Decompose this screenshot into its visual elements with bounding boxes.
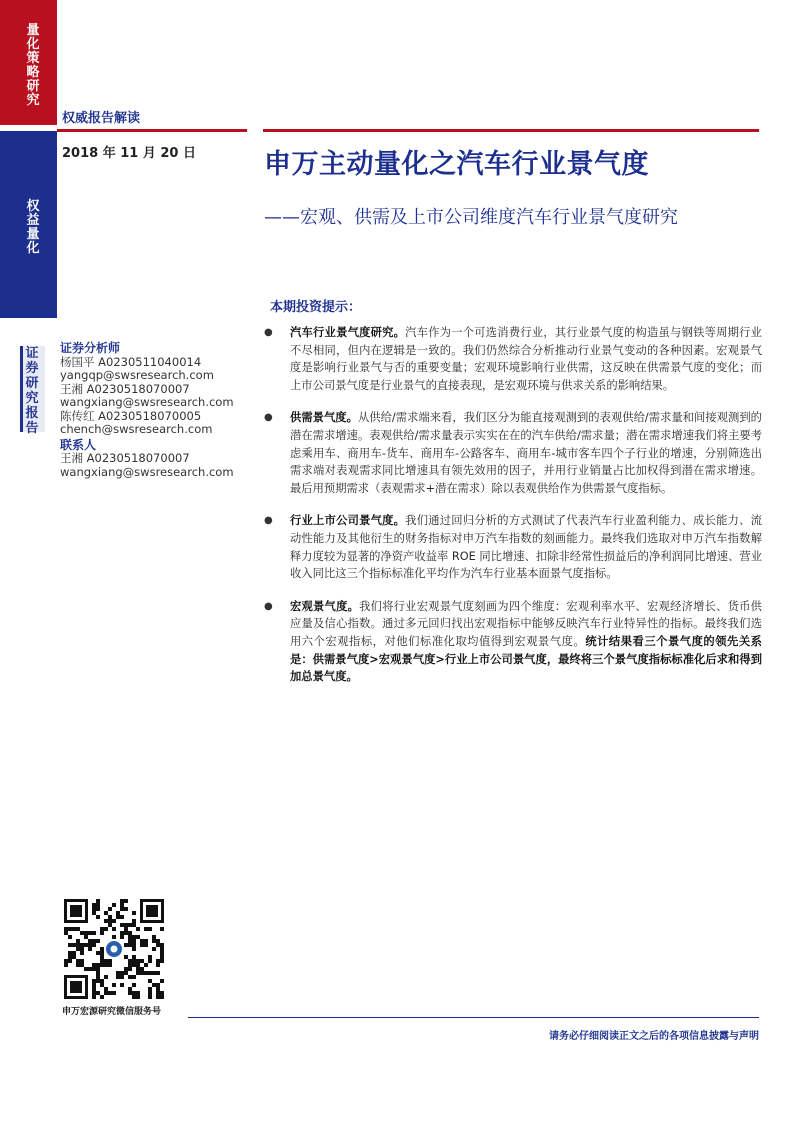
bullet-text: 我们将行业宏观景气度刻画为四个维度：宏观利率水平、宏观经济增长、货币供应量及信心指数。通过多元回归找出宏观指标中能够反映汽车行业特异性的指标。最终我们选用六个宏观指标，对他们标准化取均值得到宏观景气度。 xyxy=(290,599,762,648)
analyst-email[interactable]: chench@swsresearch.com xyxy=(60,422,213,436)
sidebar-middle-label: 权益量化 xyxy=(26,199,40,256)
analyst-row xyxy=(60,410,245,424)
bullet-dot-icon: ● xyxy=(264,600,273,612)
sidebar-top-label: 量化策略研究 xyxy=(26,23,40,108)
bullet-lead: 宏观景气度。 xyxy=(290,599,360,613)
analyst-code: A0230511040014 xyxy=(98,354,202,369)
analyst-heading: 证券分析师 xyxy=(60,341,121,355)
analyst-email[interactable]: yangqp@swsresearch.com xyxy=(60,368,214,382)
bullet-text: 我们通过回归分析的方式测试了代表汽车行业盈利能力、成长能力、流动性能力及其他衍生的财务指标对申万汽车指数的刻画能力。最终我们选取对申万汽车指数解释力度较为显著的净资产收益率 ROE 同比增速、扣除非经常性损益后的净利润同比增速、营业收入同比这三个指标标准化平均作为汽车行业基本面景气度指标。 xyxy=(290,514,762,581)
report-type: 权威报告解读 xyxy=(62,111,141,126)
analyst-code: A0230518070005 xyxy=(98,408,202,423)
page-title: 申万主动量化之汽车行业景气度 xyxy=(264,149,649,180)
analyst-name: 陈传红 xyxy=(60,408,95,423)
report-date: 2018 年 11 月 20 日 xyxy=(62,146,196,161)
analyst-block xyxy=(60,342,245,479)
bullet-dot-icon: ● xyxy=(264,412,273,424)
bullet-conclusion: 统计结果看三个景气度的领先关系是：供需景气度>宏观景气度>行业上市公司景气度，最终将三个景气度指标标准化后求和得到加总景气度。 xyxy=(290,634,762,684)
analyst-name: 王湘 xyxy=(60,381,83,396)
contact-row xyxy=(60,452,245,466)
footer-divider xyxy=(188,1017,759,1018)
analyst-row xyxy=(60,356,245,370)
bullet-text: 从供给/需求端来看，我们区分为能直接观测到的表观供给/需求量和间接观测到的潜在需求增速。表观供给/需求量表示实实在在的汽车供给/需求量；潜在需求增速我们将主要考虑乘用车、商用车-货车、商用车-公路客车、商用车-城市客车四个子行业的增速，分别筛选出需求端对表观需求同比增速具有领先效用的因子，并用行业销量占比加权得到潜在需求增速。最后用预期需求（表观需求+潜在需求）除以表观供给作为供需景气度指标。 xyxy=(290,411,762,495)
analyst-code: A0230518070007 xyxy=(86,381,190,396)
bullet-lead: 供需景气度。 xyxy=(290,411,358,425)
list-item xyxy=(262,512,762,582)
bullet-lead: 行业上市公司景气度。 xyxy=(290,514,406,528)
bullet-lead: 汽车行业景气度研究。 xyxy=(290,326,406,339)
contact-heading: 联系人 xyxy=(60,437,97,452)
list-item xyxy=(262,598,762,686)
analyst-name: 杨国平 xyxy=(60,354,95,369)
header-divider-right xyxy=(263,129,759,132)
bullet-dot-icon: ● xyxy=(264,327,273,338)
list-item xyxy=(262,409,762,497)
qr-code-icon[interactable] xyxy=(60,895,168,1003)
contact-code: A0230518070007 xyxy=(86,451,190,465)
bullet-dot-icon: ● xyxy=(264,515,273,527)
footer-disclaimer: 请务必仔细阅读正文之后的各项信息披露与声明 xyxy=(549,1031,759,1042)
header-divider-left xyxy=(57,129,247,132)
contact-name: 王湘 xyxy=(60,451,83,465)
summary-label: 本期投资提示： xyxy=(270,300,362,315)
analyst-email[interactable]: wangxiang@swsresearch.com xyxy=(60,395,234,409)
list-item xyxy=(262,324,762,394)
page-subtitle: ——宏观、供需及上市公司维度汽车行业景气度研究 xyxy=(264,207,678,228)
bullet-text: 汽车作为一个可选消费行业，其行业景气度的构造虽与钢铁等周期行业不尽相同，但内在逻辑是一致的。我们仍然综合分析推动行业景气变动的各种因素。宏观景气度是影响行业景气与否的重要变量；宏观环境影响行业供需，这反映在供需景气度的变化；而上市公司景气度是行业景气的直接表现，是宏观环境与供求关系的影响结果。 xyxy=(290,326,762,392)
analyst-row xyxy=(60,383,245,397)
contact-email[interactable]: wangxiang@swsresearch.com xyxy=(60,464,234,479)
summary-bullets xyxy=(262,324,762,701)
report-tag-label: 证券研究报告 xyxy=(25,346,39,436)
qr-caption: 申万宏源研究微信服务号 xyxy=(62,1007,162,1017)
